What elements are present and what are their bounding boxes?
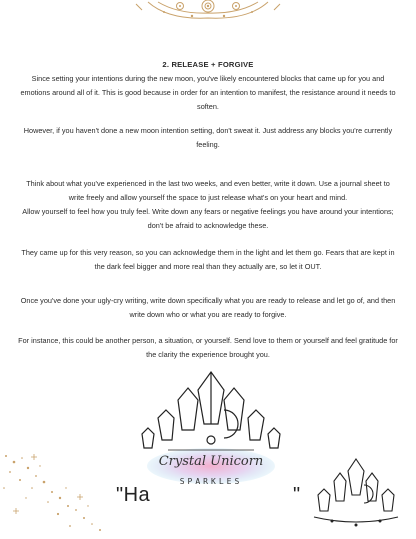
crystal-unicorn-logo (138, 366, 284, 506)
paragraph-fears: They came up for this very reason, so you can acknowledge them in the light and let them go. Fears that are kept in the dark feel bigger and more real than they actually are, so let it OUT. (21, 248, 395, 271)
paragraph-no-intention: However, if you haven't done a new moon intention setting, don't sweat it. Just address any blocks you're currently feeling. (23, 126, 393, 149)
logo-script-text: Crystal Unicorn (158, 454, 264, 469)
paragraph-release: Once you've done your ugly-cry writing, write down specifically what you are ready to release and let go of, and then write down who or what you are ready to forgive. (20, 296, 396, 319)
section-title: 2. RELEASE + FORGIVE (162, 60, 254, 69)
closing-quote-mark: " (293, 484, 301, 506)
crystal-crown-small-icon (308, 455, 404, 531)
top-mandala-ornament-icon (128, 0, 288, 22)
paragraph-journal: Think about what you've experienced in the last two weeks, and even better, write it down. Use a journal sheet to write freely and allow yourself the space to just release what's on your heart and mind. (26, 179, 390, 202)
paragraph-intentions: Since setting your intentions during the new moon, you've likely encountered blocks that came up for you and emotions around all of it. This is good because in order for an intention to manifest, the resistance around it needs to soften. (20, 74, 396, 111)
paragraph-feelings: Allow yourself to feel how you truly feel. Write down any fears or negative feelings you have around your intentions; don't be afraid to acknowledge these. (22, 207, 394, 230)
gold-sparkles-icon (0, 448, 118, 538)
logo-subtitle: SPARKLES (179, 477, 243, 486)
paragraph-forgive: For instance, this could be another person, a situation, or yourself. Send love to them or yourself and feel gratitude for the clarity the experience brought you. (18, 336, 398, 359)
partial-quote-text: "Ha (116, 484, 151, 506)
